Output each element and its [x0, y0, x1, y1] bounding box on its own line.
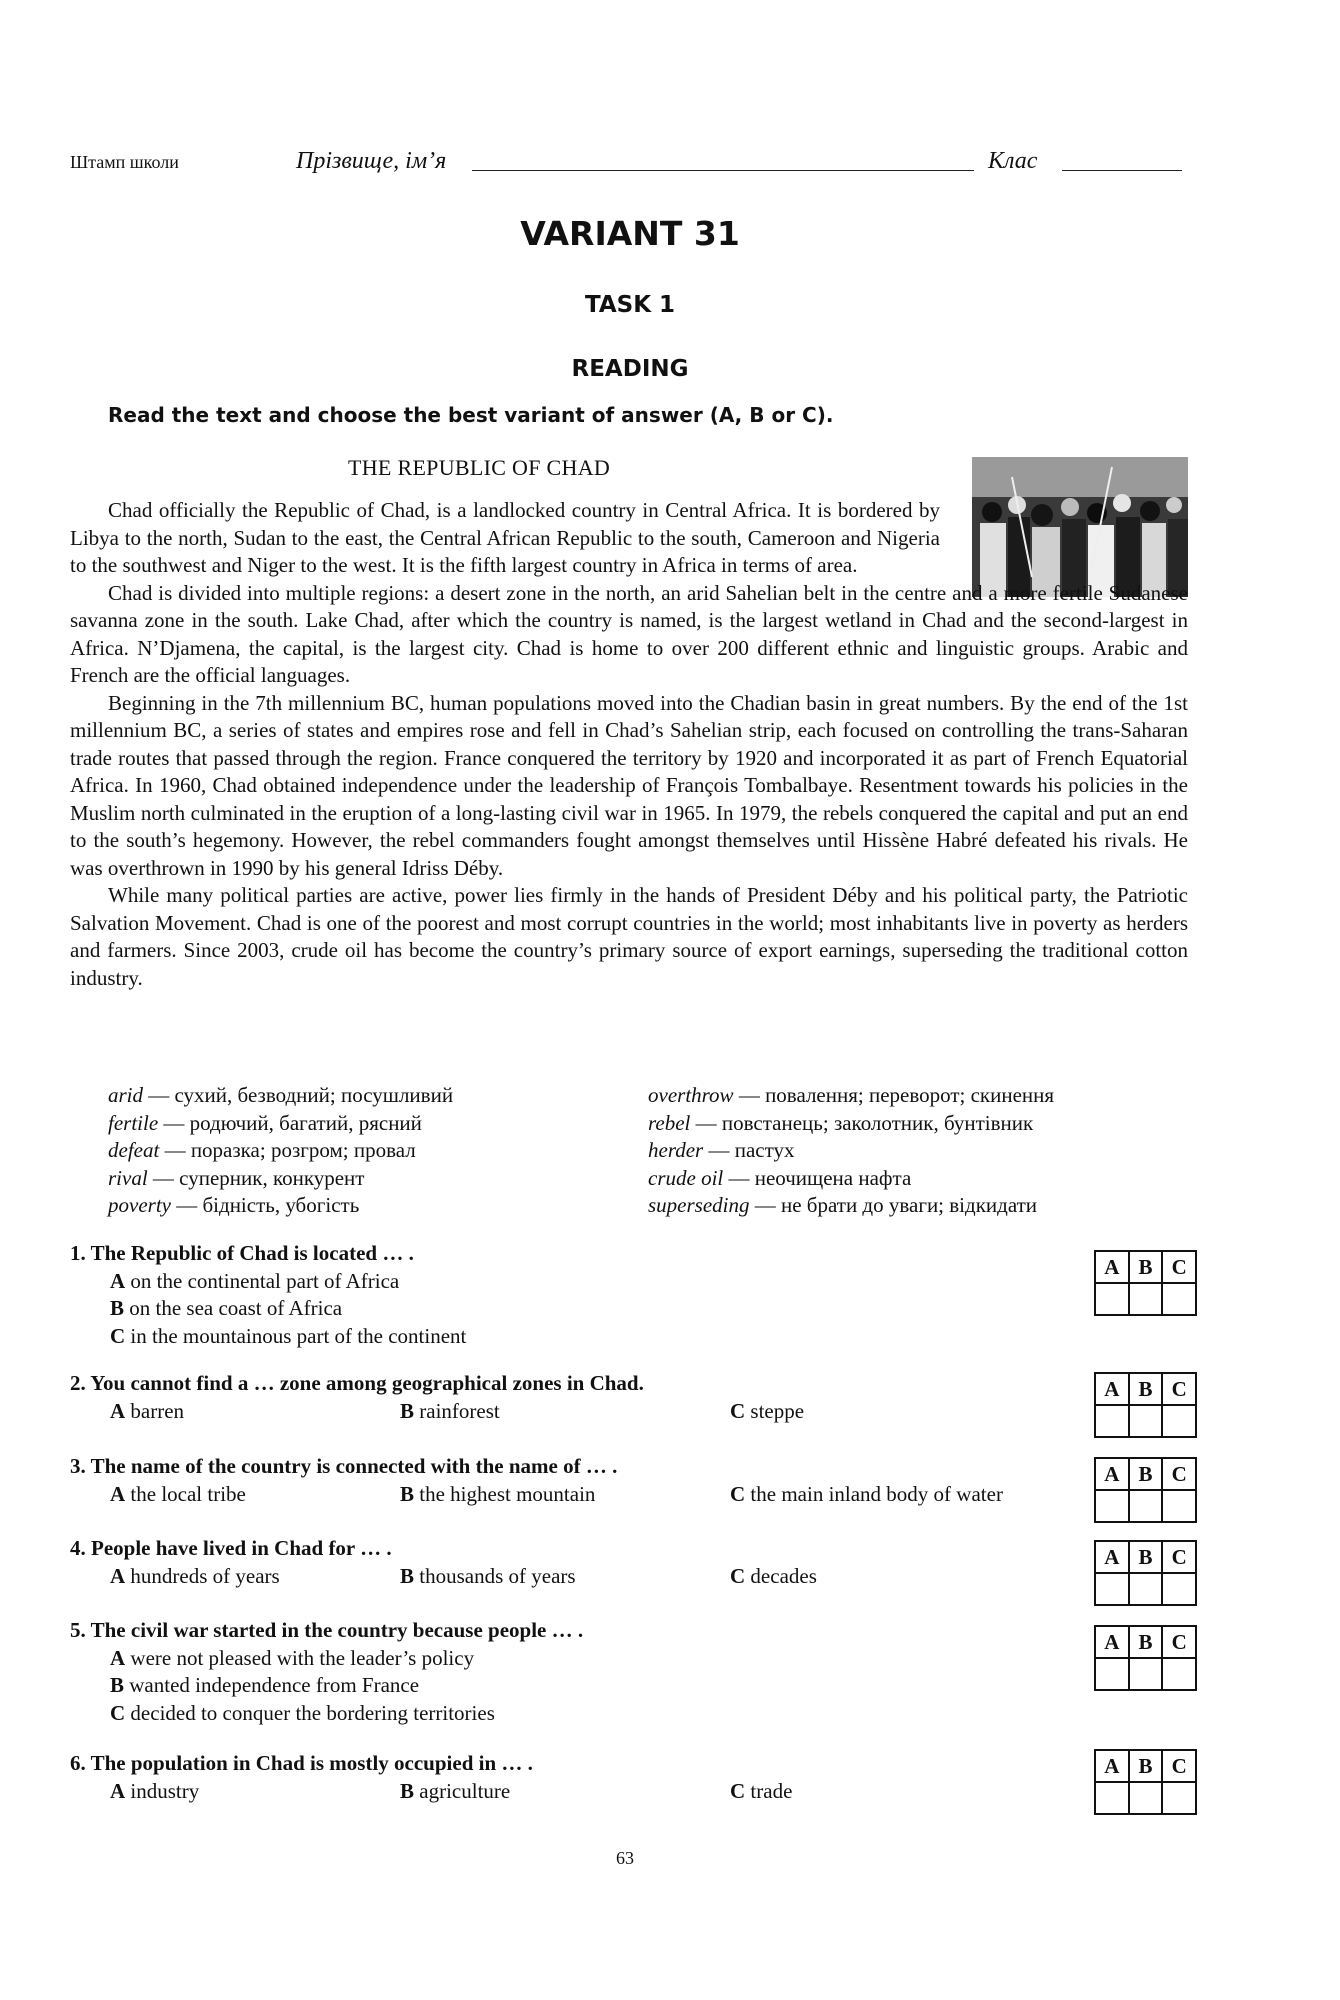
vocab-item: rebel — повстанець; заколотник, бунтівник [648, 1110, 1034, 1135]
option-b[interactable]: B agriculture [400, 1778, 511, 1803]
paragraph-4: While many political parties are active, power lies firmly in the hands of President Déby and his political party, the Patriotic Salvation Movement. Chad is one of the poorest and most corrupt countries in the world; most inhabitants live in poverty as herders and farmers. Since 2003, crude oil has become the country’s primary source of export earnings, superseding the traditional cotton industry. [70, 883, 1188, 990]
vocab-item: overthrow — повалення; переворот; скинення [648, 1083, 1055, 1107]
option-a[interactable]: A industry [110, 1778, 200, 1803]
option-c[interactable]: C decided to conquer the bordering territories [110, 1700, 495, 1725]
option-a[interactable]: A were not pleased with the leader’s policy [110, 1645, 475, 1670]
answer-cell[interactable] [1096, 1406, 1128, 1436]
vocab-item: rival — суперник, конкурент [108, 1165, 365, 1190]
answer-box-6: A B C [1094, 1749, 1197, 1815]
question-4 [70, 1535, 1200, 1591]
question-text: 3. The name of the country is connected with the name of … . [70, 1454, 618, 1478]
question-3 [70, 1453, 1200, 1509]
answer-cell[interactable] [1161, 1574, 1195, 1604]
answer-cell[interactable] [1161, 1284, 1195, 1314]
paragraph-2: Chad is divided into multiple regions: a desert zone in the north, an arid Sahelian belt in the centre and a more fertile Sudanese savanna zone in the south. Lake Chad, after which the country is named, is the largest wetland in Chad and the second-largest in Africa. N’Djamena, the capital, is the largest city. Chad is home to over 200 different ethnic and linguistic groups. Arabic and French are the official languages. [70, 580, 1188, 687]
option-b[interactable]: B wanted independence from France [110, 1673, 420, 1697]
answer-box-4: A B C [1094, 1540, 1197, 1606]
school-stamp-label: Штамп школи [70, 152, 179, 172]
question-5 [70, 1617, 1200, 1727]
answer-cell[interactable] [1161, 1406, 1195, 1436]
answer-box-2: A B C [1094, 1372, 1197, 1438]
option-a[interactable]: A hundreds of years [110, 1563, 280, 1588]
answer-cell[interactable] [1128, 1574, 1162, 1604]
name-field-line[interactable] [472, 170, 974, 171]
option-a[interactable]: A barren [110, 1398, 185, 1423]
reading-text [70, 497, 1188, 992]
vocab-item: poverty — бідність, убогість [108, 1193, 360, 1217]
question-2 [70, 1370, 1200, 1426]
question-1 [70, 1240, 1200, 1350]
vocab-column-right [648, 1082, 1054, 1220]
option-a[interactable]: A the local tribe [110, 1481, 246, 1506]
option-c[interactable]: C trade [730, 1778, 793, 1803]
option-c[interactable]: C the main inland body of water [730, 1481, 1003, 1506]
paragraph-3: Beginning in the 7th millennium BC, human populations moved into the Chadian basin in great numbers. By the end of the 1st millennium BC, a series of states and empires rose and fell in Chad’s Sahelian strip, each focused on controlling the trans-Saharan trade routes that passed through the region. France conquered the territory by 1920 and incorporated it as part of French Equatorial Africa. In 1960, Chad obtained independence under the leadership of François Tombalbaye. Resentment towards his policies in the Muslim north culminated in the eruption of a long-lasting civil war in 1965. In 1979, the rebels conquered the capital and put an end to the south’s hegemony. However, the rebel commanders fought amongst themselves until Hissène Habré defeated his rivals. He was overthrown in 1990 by his general Idriss Déby. [70, 690, 1188, 880]
option-b[interactable]: B thousands of years [400, 1563, 576, 1588]
page-number: 63 [616, 1848, 634, 1868]
option-b[interactable]: B the highest mountain [400, 1481, 596, 1506]
answer-cell[interactable] [1096, 1783, 1128, 1813]
option-c[interactable]: C in the mountainous part of the continent [110, 1323, 467, 1348]
question-6 [70, 1750, 1200, 1806]
answer-cell[interactable] [1128, 1783, 1162, 1813]
answer-cell[interactable] [1096, 1659, 1128, 1689]
answer-cell[interactable] [1128, 1659, 1162, 1689]
option-a[interactable]: A on the continental part of Africa [110, 1268, 400, 1293]
vocab-item: superseding — не брати до уваги; відкидати [648, 1193, 1038, 1217]
question-text: 6. The population in Chad is mostly occupied in … . [70, 1751, 533, 1775]
question-text: 4. People have lived in Chad for … . [70, 1536, 392, 1560]
option-b[interactable]: B rainforest [400, 1398, 500, 1423]
text-title: THE REPUBLIC OF CHAD [348, 455, 611, 480]
vocab-column-left [108, 1082, 453, 1220]
vocab-item: arid — сухий, безводний; посушливий [108, 1083, 454, 1107]
variant-title: VARIANT 31 [520, 214, 740, 253]
answer-cell[interactable] [1161, 1783, 1195, 1813]
answer-cell[interactable] [1128, 1491, 1162, 1521]
question-text: 2. You cannot find a … zone among geographical zones in Chad. [70, 1371, 644, 1395]
answer-cell[interactable] [1096, 1574, 1128, 1604]
section-title: READING [571, 356, 689, 382]
question-text: 5. The civil war started in the country because people … . [70, 1618, 584, 1642]
question-text: 1. The Republic of Chad is located … . [70, 1241, 414, 1265]
answer-cell[interactable] [1128, 1406, 1162, 1436]
student-header [70, 148, 1180, 188]
vocab-item: herder — пастух [648, 1138, 795, 1162]
answer-cell[interactable] [1128, 1284, 1162, 1314]
vocab-item: fertile — родючий, багатий, рясний [108, 1110, 422, 1135]
task-title: TASK 1 [584, 292, 676, 318]
name-label: Прізвище, ім’я [296, 148, 447, 174]
answer-cell[interactable] [1161, 1659, 1195, 1689]
vocab-item: crude oil — неочищена нафта [648, 1165, 912, 1190]
class-label: Клас [988, 148, 1038, 174]
paragraph-1: Chad officially the Republic of Chad, is a landlocked country in Central Africa. It is bordered by Libya to the north, Sudan to the east, the Central African Republic to the south, Cameroon and Nigeria to the southwest and Niger to the west. It is the fifth largest country in Africa in terms of area. [70, 498, 940, 577]
option-b[interactable]: B on the sea coast of Africa [110, 1296, 343, 1320]
answer-cell[interactable] [1161, 1491, 1195, 1521]
answer-box-3: A B C [1094, 1457, 1197, 1523]
instruction: Read the text and choose the best variant of answer (A, B or C). [108, 403, 834, 427]
answer-cell[interactable] [1096, 1491, 1128, 1521]
option-c[interactable]: C steppe [730, 1398, 805, 1423]
answer-box-1: A B C [1094, 1250, 1197, 1316]
vocab-item: defeat — поразка; розгром; провал [108, 1138, 416, 1162]
answer-box-5: A B C [1094, 1625, 1197, 1691]
answer-cell[interactable] [1096, 1284, 1128, 1314]
class-field-line[interactable] [1062, 170, 1182, 171]
option-c[interactable]: C decades [730, 1563, 817, 1588]
